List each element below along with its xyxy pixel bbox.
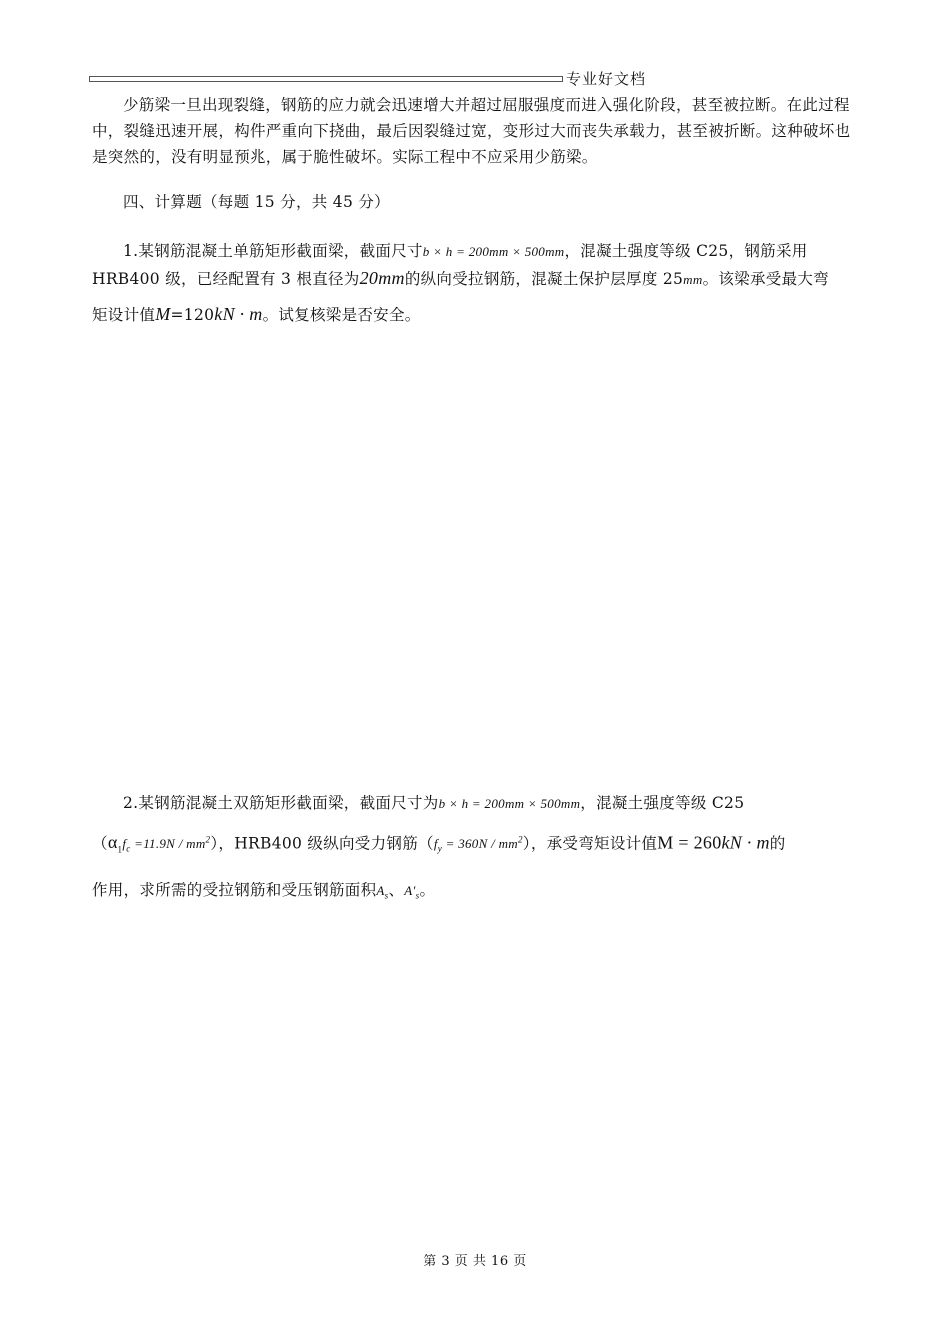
bar-diameter: 20mm [359,268,405,288]
section-title: 四、计算题（每题 15 分，共 45 分） [123,193,390,211]
header-label: 专业好文档 [566,70,647,88]
section-size-formula: b × h = 200mm × 500mm [422,244,565,259]
tension-steel-area: $A_s$ [376,882,389,901]
compression-steel-area: $A'_s$ [404,882,420,901]
question-1: 1.某钢筋混凝土单筋矩形截面梁，截面尺寸b × h = 200mm × 500mm，混凝土强度等级 C25，钢筋采用 HRB400 级，已经配置有 3 根直径为20mm的纵向受拉钢筋，混凝土保护层厚度 25mm。该梁承受最大弯 矩设计值M=120kN · m。试复核梁是否安全。 [92,242,829,324]
fc-formula: $f_c =11.9N / mm^2$ [122,835,211,854]
page-number: 第 3 页 共 16 页 [423,1254,527,1269]
alpha-symbol: $\alpha_1$ [107,832,123,855]
paragraph-under-reinforced-beam: 少筋梁一旦出现裂缝，钢筋的应力就会迅速增大并超过屈服强度而进入强化阶段，甚至被拉断。在此过程中，裂缝迅速开展，构件严重向下挠曲，最后因裂缝过宽，变形过大而丧失承载力，甚至被折断。这种破坏也是突然的，没有明显预兆，属于脆性破坏。实际工程中不应采用少筋梁。 [92,96,851,166]
header-rule [89,76,563,82]
question-2: 2.某钢筋混凝土双筋矩形截面梁，截面尺寸为b × h = 200mm × 500mm，混凝土强度等级 C25 $(\alpha_1f_c =11.9N / mm^2)$，HRB400 级纵向受力钢筋$(f_y = 360N / mm^2)$，承受弯矩设计值M = 260kN · m的 作用，求所需的受拉钢筋和受压钢筋面积$A_s$、$A'_s$。 [92,794,786,901]
fy-formula: $f_y = 360N / mm^2$ [433,835,523,854]
moment-unit: kN · m [214,304,263,324]
section-size-formula-2: b × h = 200mm × 500mm [438,796,581,811]
moment-design-value: M = 260kN · m [657,832,770,853]
moment-symbol: M [155,304,171,324]
